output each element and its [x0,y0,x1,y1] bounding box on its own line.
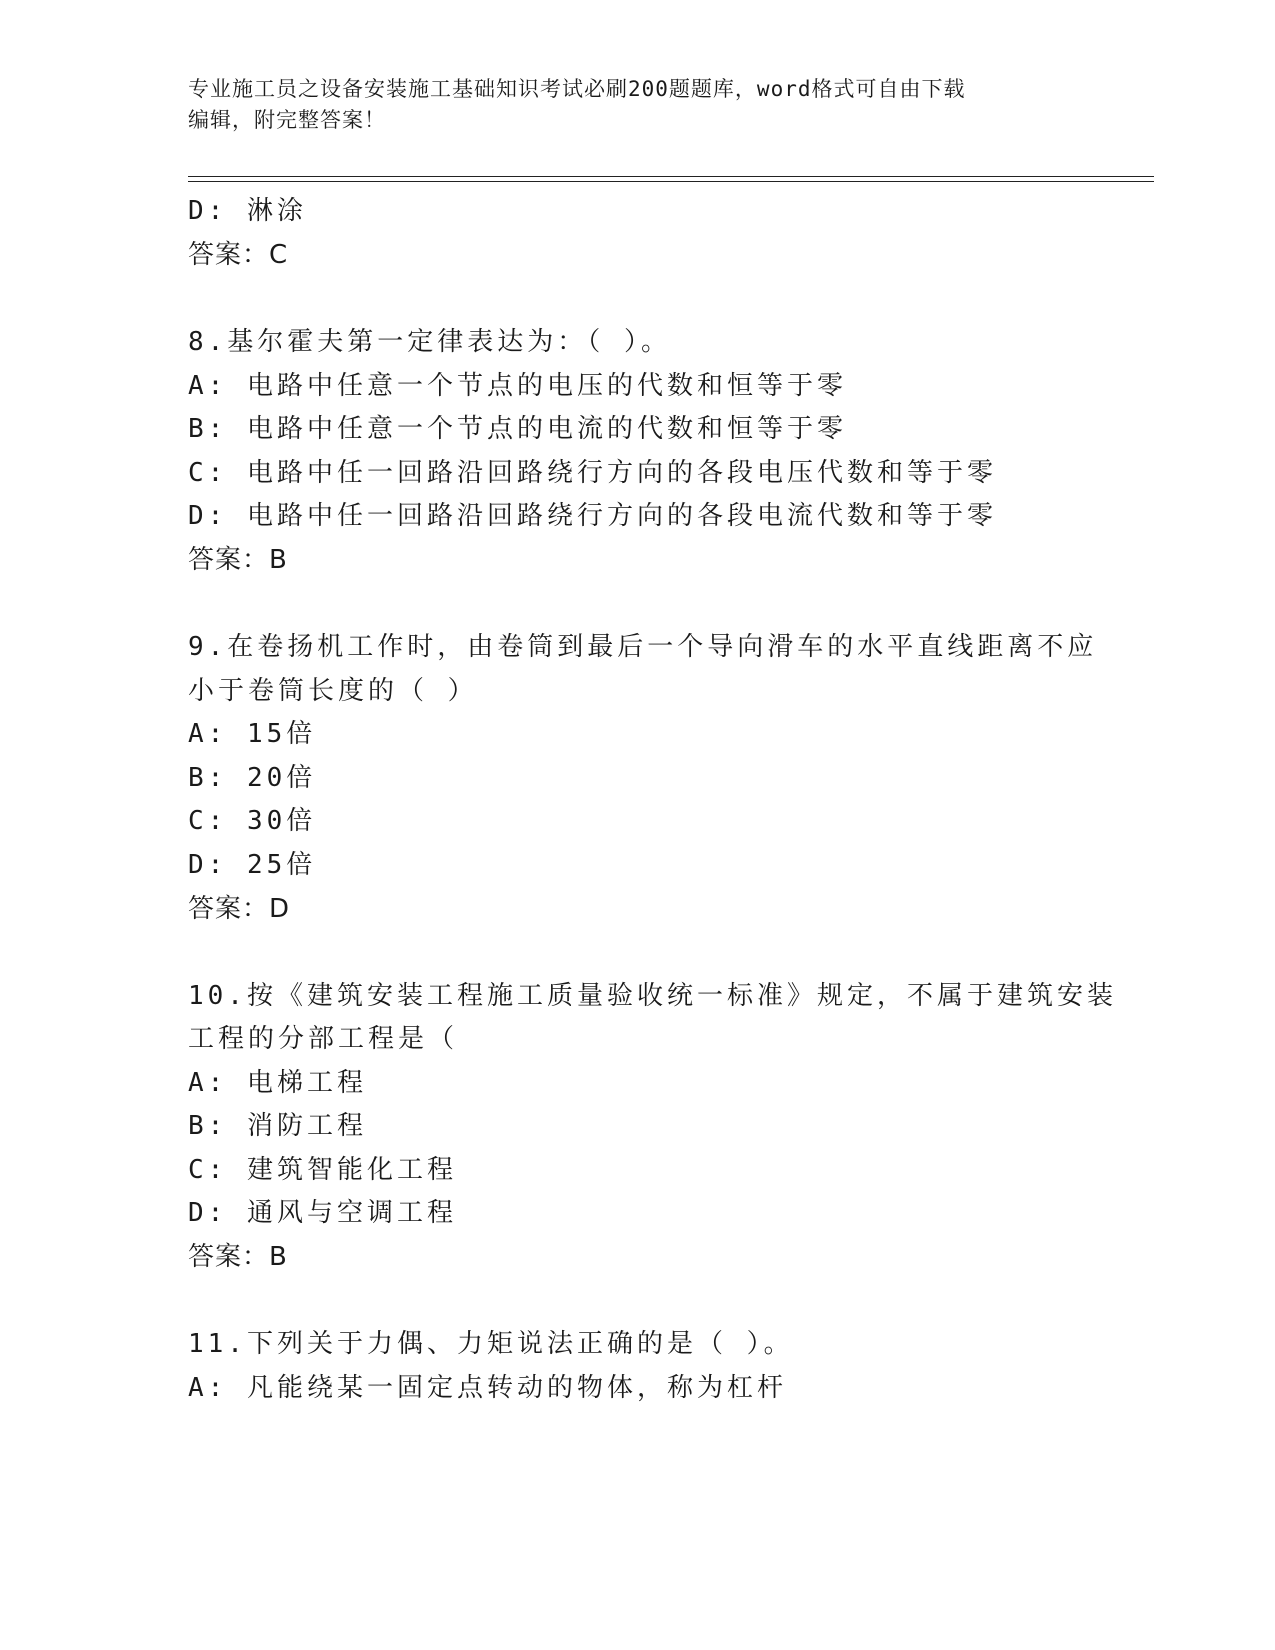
q9-answer: 答案：D [188,894,291,924]
header-title-line-1: 专业施工员之设备安装施工基础知识考试必刷200题题库，word格式可自由下载 [188,77,966,101]
q10-option-d: D: 通风与空调工程 [188,1198,457,1228]
q8-option-a: A: 电路中任意一个节点的电压的代数和恒等于零 [188,371,847,401]
q9-option-d: D: 25倍 [188,850,317,880]
q8-option-b: B: 电路中任意一个节点的电流的代数和恒等于零 [188,414,847,444]
q10-stem-line-2: 工程的分部工程是（ [188,1024,459,1054]
q10-option-c: C: 建筑智能化工程 [188,1155,457,1185]
q9-option-b: B: 20倍 [188,763,317,793]
q10-option-b: B: 消防工程 [188,1111,367,1141]
header-divider-top [188,176,1154,177]
q11-option-a: A: 凡能绕某一固定点转动的物体，称为杠杆 [188,1373,787,1403]
q9-option-a: A: 15倍 [188,719,317,749]
q7-answer: 答案：C [188,240,289,270]
q8-option-c: C: 电路中任一回路沿回路绕行方向的各段电压代数和等于零 [188,458,997,488]
q10-answer: 答案：B [188,1242,288,1272]
q8-stem: 8.基尔霍夫第一定律表达为：（ ）。 [188,327,671,357]
q7-option-d: D: 淋涂 [188,196,307,226]
q9-stem-line-1: 9.在卷扬机工作时，由卷筒到最后一个导向滑车的水平直线距离不应 [188,632,1098,662]
q8-option-d: D: 电路中任一回路沿回路绕行方向的各段电流代数和等于零 [188,501,997,531]
q9-stem-line-2: 小于卷筒长度的（ ） [188,676,478,706]
q9-option-c: C: 30倍 [188,806,317,836]
q8-answer: 答案：B [188,545,288,575]
q10-stem-line-1: 10.按《建筑安装工程施工质量验收统一标准》规定，不属于建筑安装 [188,981,1117,1011]
document-header [188,74,1088,136]
header-divider-bottom [188,181,1154,182]
q10-option-a: A: 电梯工程 [188,1068,367,1098]
q11-stem: 11.下列关于力偶、力矩说法正确的是（ ）。 [188,1329,794,1359]
header-title-line-2: 编辑，附完整答案！ [188,108,386,132]
